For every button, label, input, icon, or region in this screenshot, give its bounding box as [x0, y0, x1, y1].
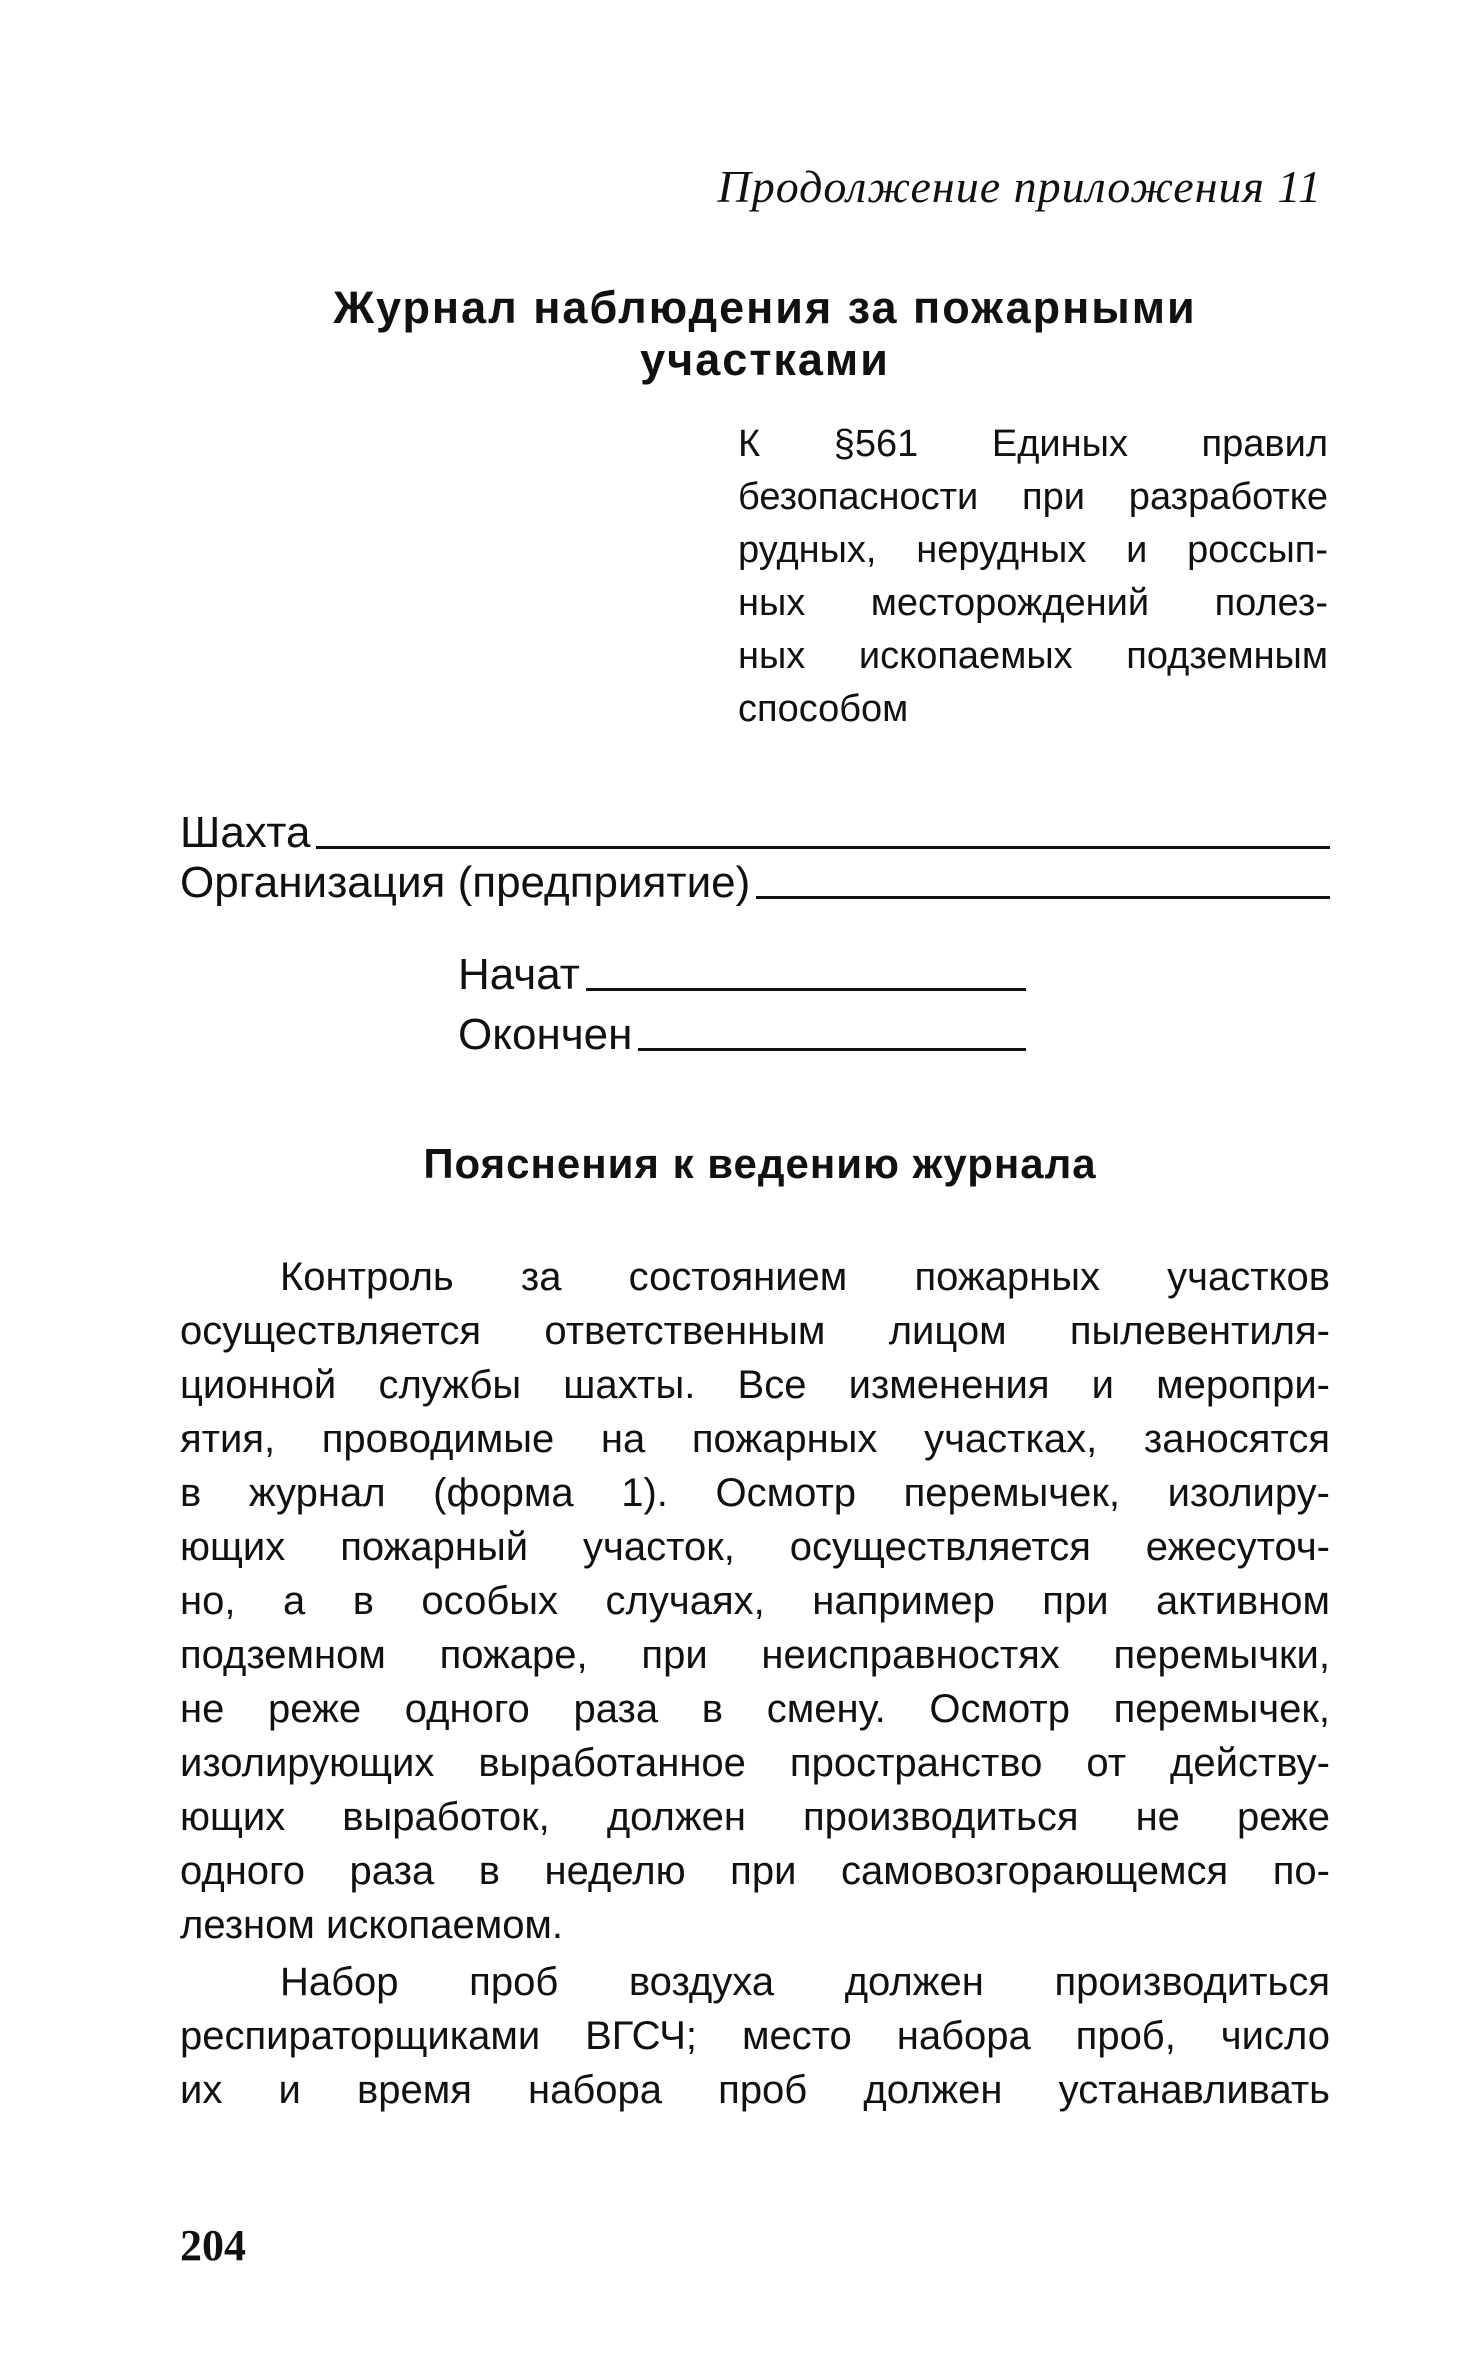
text-line: одного раза в неделю при самовозгорающемся по- [180, 1849, 1330, 1893]
mine-blank-line [316, 846, 1330, 849]
text-line: в журнал (форма 1). Осмотр перемычек, изолиру- [180, 1471, 1330, 1515]
text-line: ющих выработок, должен производиться не реже [180, 1795, 1330, 1839]
text-line: изолирующих выработанное пространство от действу- [180, 1741, 1330, 1785]
text-line: Контроль за состоянием пожарных участков [280, 1255, 1330, 1299]
organization-label: Организация (предприятие) [180, 858, 751, 907]
reference-line: ных ископаемых подземным [738, 635, 1328, 677]
mine-field [180, 808, 1330, 858]
page-number: 204 [180, 2221, 246, 2270]
text-line: не реже одного раза в смену. Осмотр перемычек, [180, 1687, 1330, 1731]
reference-line: К §561 Единых правил [738, 423, 1328, 465]
started-field [458, 950, 1026, 1000]
text-line: ющих пожарный участок, осуществляется ежесуточ- [180, 1525, 1330, 1569]
regulation-reference [738, 418, 1328, 736]
finished-field [458, 1010, 1026, 1060]
started-label: Начат [458, 950, 580, 999]
finished-blank-line [638, 1048, 1026, 1051]
mine-label: Шахта [180, 808, 311, 857]
section-title: Пояснения к ведению журнала [423, 1140, 1097, 1187]
reference-line: ных месторождений полез- [738, 582, 1328, 624]
text-line: но, а в особых случаях, например при активном [180, 1579, 1330, 1623]
text-line: ционной службы шахты. Все изменения и меропри- [180, 1363, 1330, 1407]
paragraph-1 [180, 1250, 1330, 1952]
reference-line: способом [738, 688, 909, 730]
text-line: их и время набора проб должен устанавливать [180, 2068, 1330, 2112]
finished-label: Окончен [458, 1010, 633, 1059]
started-blank-line [586, 988, 1026, 991]
text-line: подземном пожаре, при неисправностях перемычки, [180, 1633, 1330, 1677]
text-line: Набор проб воздуха должен производиться [280, 1960, 1330, 2004]
reference-line: рудных, нерудных и россып- [738, 529, 1328, 571]
text-line: осуществляется ответственным лицом пылевентиля- [180, 1309, 1330, 1353]
reference-line: безопасности при разработке [738, 476, 1328, 518]
text-line: ятия, проводимые на пожарных участках, заносятся [180, 1417, 1330, 1461]
text-line: лезном ископаемом. [180, 1903, 564, 1947]
organization-blank-line [756, 896, 1330, 899]
text-line: респираторщиками ВГСЧ; место набора проб, число [180, 2014, 1330, 2058]
continuation-header: Продолжение приложения 11 [717, 161, 1322, 212]
paragraph-2 [180, 1955, 1330, 2117]
organization-field [180, 858, 1330, 908]
page-title: Журнал наблюдения за пожарными участками [333, 282, 1197, 385]
